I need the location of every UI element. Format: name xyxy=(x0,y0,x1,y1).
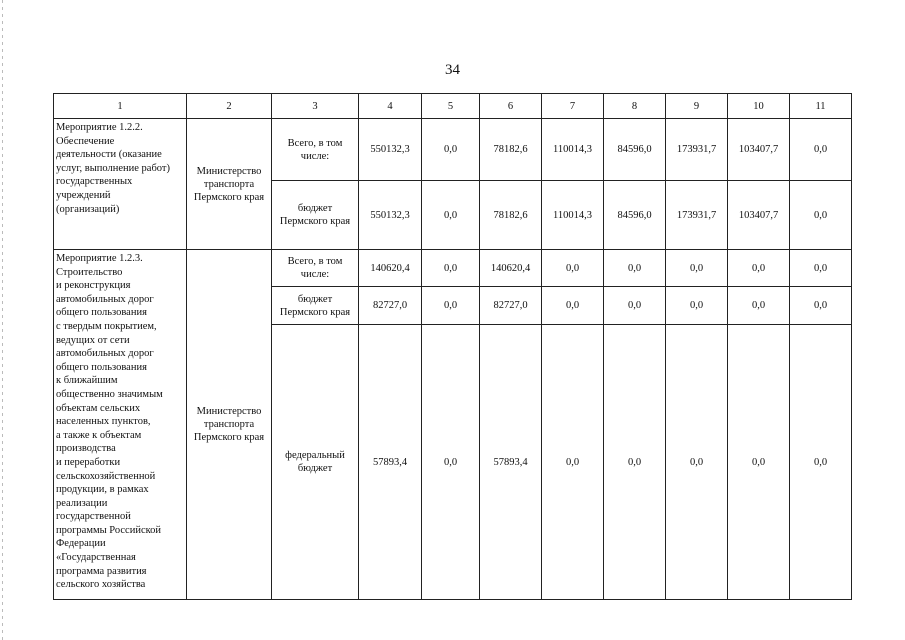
page-number: 34 xyxy=(445,62,460,78)
funding-source-cell: Всего, в том числе: xyxy=(272,119,359,181)
value-cell: 103407,7 xyxy=(728,119,790,181)
scan-edge-marks xyxy=(2,0,3,640)
value-cell: 57893,4 xyxy=(359,325,422,600)
value-cell: 84596,0 xyxy=(604,181,666,250)
value-cell: 82727,0 xyxy=(359,287,422,325)
value-cell: 110014,3 xyxy=(542,181,604,250)
value-cell: 0,0 xyxy=(790,325,852,600)
funding-source-cell: бюджет Пермского края xyxy=(272,287,359,325)
value-cell: 110014,3 xyxy=(542,119,604,181)
funding-source-cell: Всего, в том числе: xyxy=(272,250,359,287)
column-header: 8 xyxy=(604,94,666,119)
value-cell: 78182,6 xyxy=(480,181,542,250)
value-cell: 0,0 xyxy=(728,250,790,287)
value-cell: 0,0 xyxy=(542,250,604,287)
table-row xyxy=(54,250,852,287)
value-cell: 0,0 xyxy=(728,325,790,600)
executor-cell: Министерство транспорта Пермского края xyxy=(187,119,272,250)
column-header: 10 xyxy=(728,94,790,119)
value-cell: 140620,4 xyxy=(359,250,422,287)
table-row xyxy=(54,119,852,181)
value-cell: 0,0 xyxy=(604,250,666,287)
column-header: 7 xyxy=(542,94,604,119)
value-cell: 0,0 xyxy=(666,325,728,600)
column-header: 6 xyxy=(480,94,542,119)
value-cell: 0,0 xyxy=(604,287,666,325)
value-cell: 173931,7 xyxy=(666,181,728,250)
column-number-row xyxy=(54,94,852,119)
value-cell: 0,0 xyxy=(422,119,480,181)
value-cell: 84596,0 xyxy=(604,119,666,181)
column-header: 1 xyxy=(54,94,187,119)
executor-cell: Министерство транспорта Пермского края xyxy=(187,250,272,600)
activity-cell: Мероприятие 1.2.2. Обеспечение деятельности (оказание услуг, выполнение работ) государственных учреждений (организаций) xyxy=(54,119,187,250)
value-cell: 0,0 xyxy=(422,250,480,287)
funding-source-cell: федеральный бюджет xyxy=(272,325,359,600)
value-cell: 0,0 xyxy=(666,287,728,325)
budget-table xyxy=(53,93,852,600)
value-cell: 78182,6 xyxy=(480,119,542,181)
value-cell: 0,0 xyxy=(542,287,604,325)
value-cell: 0,0 xyxy=(422,287,480,325)
column-header: 5 xyxy=(422,94,480,119)
value-cell: 550132,3 xyxy=(359,119,422,181)
value-cell: 0,0 xyxy=(542,325,604,600)
column-header: 4 xyxy=(359,94,422,119)
funding-source-cell: бюджет Пермского края xyxy=(272,181,359,250)
column-header: 9 xyxy=(666,94,728,119)
value-cell: 0,0 xyxy=(728,287,790,325)
value-cell: 173931,7 xyxy=(666,119,728,181)
value-cell: 0,0 xyxy=(604,325,666,600)
value-cell: 57893,4 xyxy=(480,325,542,600)
value-cell: 0,0 xyxy=(422,181,480,250)
value-cell: 103407,7 xyxy=(728,181,790,250)
value-cell: 0,0 xyxy=(790,287,852,325)
column-header: 3 xyxy=(272,94,359,119)
value-cell: 0,0 xyxy=(422,325,480,600)
value-cell: 82727,0 xyxy=(480,287,542,325)
column-header: 2 xyxy=(187,94,272,119)
column-header: 11 xyxy=(790,94,852,119)
value-cell: 550132,3 xyxy=(359,181,422,250)
value-cell: 0,0 xyxy=(790,181,852,250)
activity-cell: Мероприятие 1.2.3. Строительство и реконструкция автомобильных дорог общего пользования с твердым покрытием, ведущих от сети автомобильных дорог общего пользования к ближайшим общественно значимым объектам сельских населенных пунктов, а также к объектам производства и переработки сельскохозяйственной продукции, в рамках реализации государственной программы Российской Федерации «Государственная программа развития сельского хозяйства xyxy=(54,250,187,600)
value-cell: 140620,4 xyxy=(480,250,542,287)
value-cell: 0,0 xyxy=(790,119,852,181)
value-cell: 0,0 xyxy=(790,250,852,287)
value-cell: 0,0 xyxy=(666,250,728,287)
